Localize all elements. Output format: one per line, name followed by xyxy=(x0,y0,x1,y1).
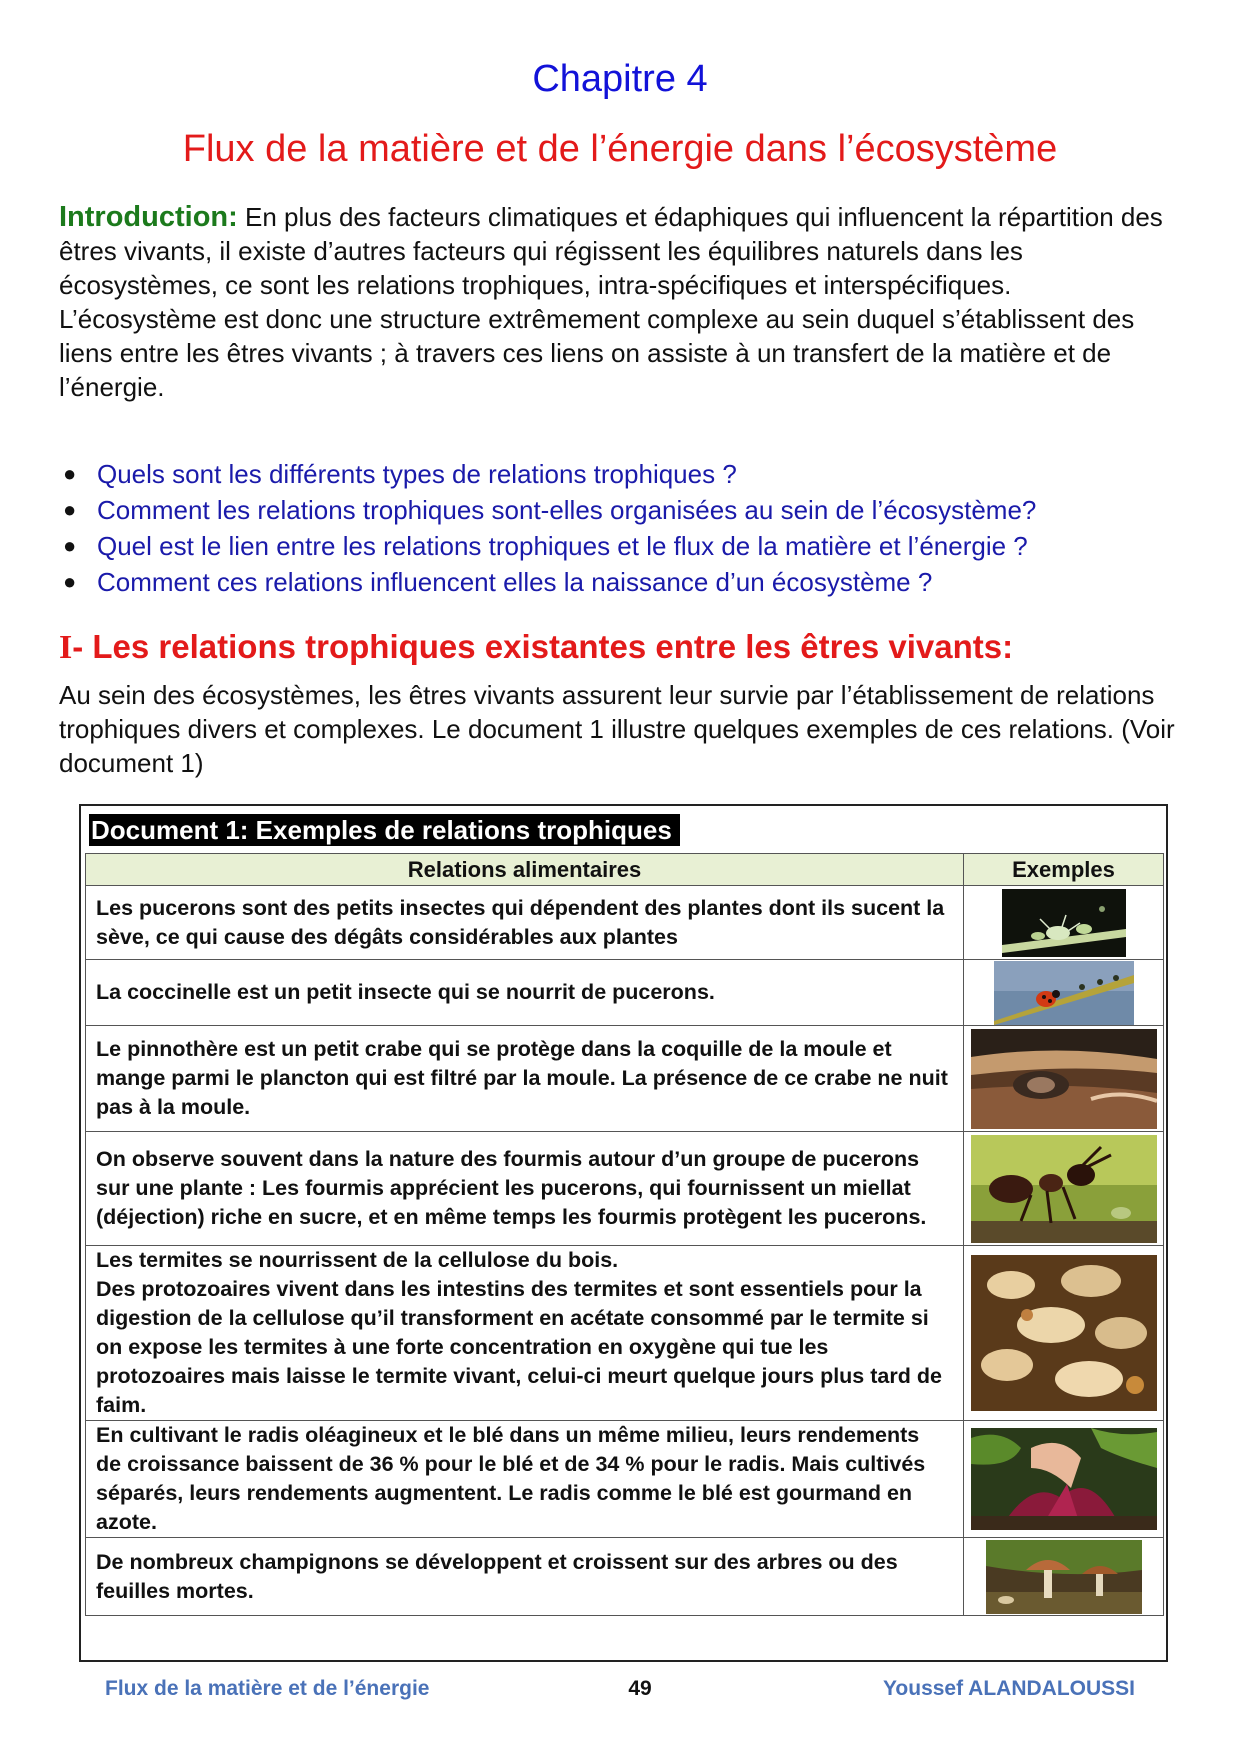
page-number: 49 xyxy=(628,1677,652,1700)
termites-photo xyxy=(971,1255,1157,1411)
question-list xyxy=(59,456,1199,600)
section-numeral: I xyxy=(59,629,73,666)
bullet-icon: ● xyxy=(63,497,77,522)
mushrooms-photo xyxy=(986,1540,1142,1614)
table-row xyxy=(86,1538,1164,1616)
section-title: - Les relations trophiques existantes entre les êtres vivants: xyxy=(72,628,1014,665)
aphid-photo xyxy=(1002,889,1126,957)
footer-course-title: Flux de la matière et de l’énergie xyxy=(105,1677,430,1700)
section-heading xyxy=(59,628,1209,667)
bullet-icon: ● xyxy=(63,461,77,486)
introduction xyxy=(59,200,1189,404)
table-row xyxy=(86,886,1164,960)
ladybug-photo xyxy=(994,961,1134,1025)
relation-text: Les pucerons sont des petits insectes qui dépendent des plantes dont ils sucent la sève, ce qui cause des dégâts considérables aux plantes xyxy=(86,886,964,960)
relation-text: En cultivant le radis oléagineux et le blé dans un même milieu, leurs rendements de croissance baissent de 36 % pour le blé et de 34 % pour le radis. Mais cultivés séparés, leurs rendements augmentent. Le radis comme le blé est gourmand en azote. xyxy=(86,1421,964,1538)
column-header-relations: Relations alimentaires xyxy=(86,854,964,886)
relation-text: Les termites se nourrissent de la cellulose du bois. Des protozoaires vivent dans les intestins des termites et sont essentiels pour la digestion de la cellulose qu’il transforment en acétate consommé par le termite si on expose les termites à une forte concentration en oxygène qui tue les protozoaires mais laisse le termite vivant, celui-ci meurt quelque jours plus tard de faim. xyxy=(86,1246,964,1421)
question-item xyxy=(59,492,1199,528)
question-text: Quels sont les différents types de relations trophiques ? xyxy=(97,459,737,489)
ant-photo xyxy=(971,1135,1157,1243)
question-item xyxy=(59,456,1199,492)
introduction-paragraph-2: L’écosystème est donc une structure extrêmement complexe au sein duquel s’établissent des liens entre les êtres vivants ; à travers ces liens on assiste à un transfert de la matière et de l’énergie. xyxy=(59,304,1135,402)
question-text: Comment ces relations influencent elles la naissance d’un écosystème ? xyxy=(97,567,933,597)
relation-text: On observe souvent dans la nature des fourmis autour d’un groupe de pucerons sur une plante : Les fourmis apprécient les pucerons, qui fournissent un miellat (déjection) riche en sucre, et en même temps les fourmis protègent les pucerons. xyxy=(86,1132,964,1246)
table-header-row xyxy=(86,854,1164,886)
relations-table xyxy=(85,853,1164,1616)
document-heading: Document 1: Exemples de relations trophiques xyxy=(89,814,680,846)
chapter-label: Chapitre 4 xyxy=(532,58,708,100)
relation-text: Le pinnothère est un petit crabe qui se protège dans la coquille de la moule et mange parmi le plancton qui est filtré par la moule. La présence de ce crabe ne nuit pas à la moule. xyxy=(86,1026,964,1132)
introduction-label: Introduction: xyxy=(59,201,238,233)
bullet-icon: ● xyxy=(63,569,77,594)
question-item xyxy=(59,564,1199,600)
bullet-icon: ● xyxy=(63,533,77,558)
question-item xyxy=(59,528,1199,564)
introduction-paragraph-1: En plus des facteurs climatiques et édaphiques qui influencent la répartition des êtres vivants, il existe d’autres facteurs qui régissent les équilibres naturels dans les écosystèmes, ce sont les relations trophiques, intra-spécifiques et interspécifiques. xyxy=(59,202,1163,300)
relation-text: De nombreux champignons se développent et croissent sur des arbres ou des feuilles mortes. xyxy=(86,1538,964,1616)
question-text: Comment les relations trophiques sont-elles organisées au sein de l’écosystème? xyxy=(97,495,1037,525)
radish-photo xyxy=(971,1428,1157,1530)
pea-crab-photo xyxy=(971,1029,1157,1129)
column-header-examples: Exemples xyxy=(964,854,1164,886)
table-row xyxy=(86,1246,1164,1421)
relation-text: La coccinelle est un petit insecte qui se nourrit de pucerons. xyxy=(86,960,964,1026)
table-row xyxy=(86,960,1164,1026)
table-row xyxy=(86,1026,1164,1132)
section-text: Au sein des écosystèmes, les êtres vivants assurent leur survie par l’établissement de relations trophiques divers et complexes. Le document 1 illustre quelques exemples de ces relations. (Voir document 1) xyxy=(59,680,1175,778)
table-row xyxy=(86,1421,1164,1538)
table-row xyxy=(86,1132,1164,1246)
question-text: Quel est le lien entre les relations trophiques et le flux de la matière et l’énergie ? xyxy=(97,531,1028,561)
chapter-title: Flux de la matière et de l’énergie dans l’écosystème xyxy=(182,128,1058,170)
footer-author: Youssef ALANDALOUSSI xyxy=(882,1677,1135,1700)
